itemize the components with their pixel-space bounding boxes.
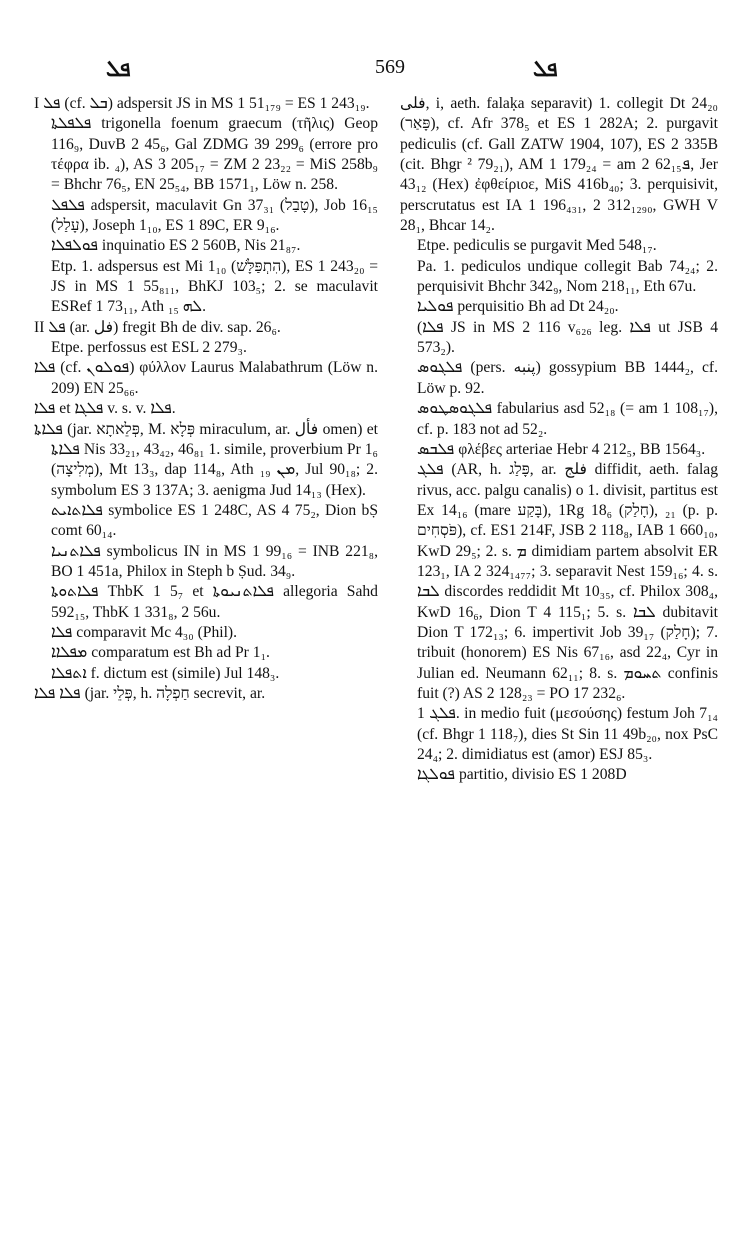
entry-etpe-purgavit: Etpe. pediculis se purgavit Med 548₁₇. xyxy=(417,237,657,255)
page-number: 569 xyxy=(375,56,405,78)
header-left-word: ܦܠ xyxy=(106,56,131,82)
right-column xyxy=(400,94,718,786)
entry-divisit: ܦܠܓ (AR, h. פָּלַג, ar. فلج diffidit, aeth. falag rivus, acc. palgu canalis) o 1. divisit, partitus est Ex 14₁₆ (mare בָּקַע), 1Rg 18₆ (חָלַק), ₂₁ (p. p. פֹּסְחִים), cf. ES1 214F, JSB 2 118₈, IAB 1 660₁₀, KwD 29₅; 2. s. ܡ dimidiam partem absolvit ER 123₁, IA 2 324₁₄₇₇; 3. separavit Nest 159₁₆; 4. s. ܠܒܐ discordes reddidit Mt 10₃₅, cf. Philox 308₄, KwD 16₆, Dion T 4 115₁; 5. s. ܠܒܐ dubitavit Dion T 172₁₃; 6. impertivit Job 39₁₇ (חָלַק); 7. tribuit (honorem) ES Nis 67₁₆, asd 22₄, Cyr in Julian ed. Neumann 62₁₁; 8. s. ܬܚܘܡ confinis fuit (?) AS 2 128₂₃ = PO 17 232₆. xyxy=(417,461,719,702)
entry-js-note: (ܦܠܐ JS in MS 2 116 v₆₂₆ leg. ܦܠܐ ut JSB 4 573₂). xyxy=(417,318,718,357)
entry-fl-fregit: II ܦܠ (ar. فل) fregit Bh de div. sap. 26₆. xyxy=(34,318,281,336)
entry-fabularius: ܦܠܓܘܣܛܘܣ fabularius asd 52₁₈ (= am 1 108₁₇), cf. p. 183 not ad 52₂. xyxy=(417,400,718,438)
entry-perquisitio: ܦܘܠܝܐ perquisitio Bh ad Dt 24₂₀. xyxy=(417,298,619,316)
entry-trigonella: ܦܠܦܠܬܐ trigonella foenum graecum (τῆλις) Geop 116₉, DuvB 2 45₆, Gal ZDMG 39 299₆ (errore pro τέφρα ib. ₄), AS 3 205₁₇ = ZM 2 23₂₂ = MiS 258b₉ = Bhchr 76₅, EN 25₅₄, BB 1571₁, Löw n. 258. xyxy=(51,115,378,194)
entry-pa-pediculos: Pa. 1. pediculos undique collegit Bab 74₂₄; 2. perquisivit Bhchr 342₉, Nom 218₁₁, Eth 67u. xyxy=(417,257,718,296)
entry-secrevit: ܦܠܐ ܦܠܐ (jar. פְּלֵי, h. חַפְלָה secrevit, ar. xyxy=(34,684,266,702)
entry-in-medio: ܦܠܓ 1. in medio fuit (μεσούσης) festum Joh 7₁₄ (cf. Bhgr 1 118₇), dies St Sin 11 49b₂₀, nox PsC 24₄; 2. dimidiatus est (amor) ESJ 85₃. xyxy=(417,705,718,763)
left-column xyxy=(34,94,378,704)
entry-arteriae: ܦܠܒܣ φλέβες arteriae Hebr 4 212₅, BB 1564₃. xyxy=(417,440,706,458)
entry-inquinatio: ܦܘܠܦܠܐ inquinatio ES 2 560B, Nis 21₈₇. xyxy=(51,237,301,255)
entry-etp-adspersus: Etp. 1. adspersus est Mi 1₁₀ (הִתְפַּלָּשׁ), ES 1 243₂₀ = JS in MS 1 55₈₁₁, BhKJ 103₅; 2. se maculavit ESRef 1 73₁₁, Ath ܠܗ ₁₅. xyxy=(51,257,378,316)
entry-gossypium: ܦܠܓܘܣ (pers. پنبه) gossypium BB 1444₂, cf. Löw p. 92. xyxy=(417,359,718,397)
header-right-word: ܦܠ xyxy=(533,56,558,82)
entry-dictum-est: ܐܬܦܠܐ f. dictum est (simile) Jul 148₃. xyxy=(51,664,280,682)
entry-laurus: ܦܠܐ (cf. ܦܘܠܘܢ) φύλλον Laurus Malabathrum (Löw n. 209) EN 25₆₆. xyxy=(34,359,378,397)
page-header xyxy=(0,56,750,86)
entry-comparavit: ܦܠܐ comparavit Mc 4₃₀ (Phil). xyxy=(51,623,238,641)
entry-etpe-perfossus: Etpe. perfossus est ESL 2 279₃. xyxy=(51,339,247,357)
entry-miraculum: ܦܠܐܬܐ (jar. פְּלֵאתָא, M. פְּלָא miraculum, ar. فأل omen) et ܦܠܐܬܐ Nis 33₂₁, 43₄₂, 46₈₁ 1. simile, proverbium Pr 1₆ (מְלִיצָה), Mt 13₃, dap 114₈, Ath ܡܢ ₁₉, Jul 90₁₈; 2. symbolum ES 3 137A; 3. aenigma Jud 14₁₃ (Hex). xyxy=(34,420,378,499)
entry-comparatum: ܡܦܠܐܐ comparatum est Bh ad Pr 1₁. xyxy=(51,644,270,662)
entry-symbolice: ܦܠܐܬܐܝܬ symbolice ES 1 248C, AS 4 75₂, Dion bṢ comt 60₁₄. xyxy=(51,501,378,540)
entry-collegit-continued: فلى, i, aeth. falaḳa separavit) 1. collegit Dt 24₂₀ (פָּאַר), cf. Afr 378₅ et ES 1 282A; 2. purgavit pediculis (cf. Gall ZATW 1904, 107), ES 2 335B (cit. Bhgr ² 79₂₁), AM 1 179₂₄ = am 2 ܦ62₁₅, Jer 43₁₂ (Hex) ἐφθείριοε, MiS 416b₄₀; 3. perquisivit, perscrutatus est IA 1 196₄₃₁, 2 312₁₂₉₀, GWH V 28₁, Bhcar 14₂. xyxy=(400,95,718,235)
entry-allegoria: ܦܠܐܬܘܬܐ ThbK 1 5₇ et ܦܠܐܬܢܝܘܬܐ allegoria Sahd 592₁₅, ThbK 1 331₈, 2 56u. xyxy=(51,583,378,621)
entry-cross-reference: ܦܠܐ et ܦܠܓܐ v. s. v. ܦܠܐ. xyxy=(34,400,176,418)
entry-symbolicus: ܦܠܐܬܢܝܐ symbolicus IN in MS 1 99₁₆ = INB 221₈, BO 1 451a, Philox in Steph b Ṣud. 34₉. xyxy=(51,542,378,580)
entry-maculavit: ܦܠܦܠ adspersit, maculavit Gn 37₃₁ (טָבַל), Job 16₁₅ (עָלַל), Joseph 1₁₀, ES 1 89C, ER 9₁₆. xyxy=(51,196,378,235)
entry-partitio: ܦܘܠܓܐ partitio, divisio ES 1 208D xyxy=(417,766,627,784)
entry-fl-adspersit: I ܦܠ (cf. ܒܠ) adspersit JS in MS 1 51₁₇₉ = ES 1 243₁₉. xyxy=(34,95,370,112)
